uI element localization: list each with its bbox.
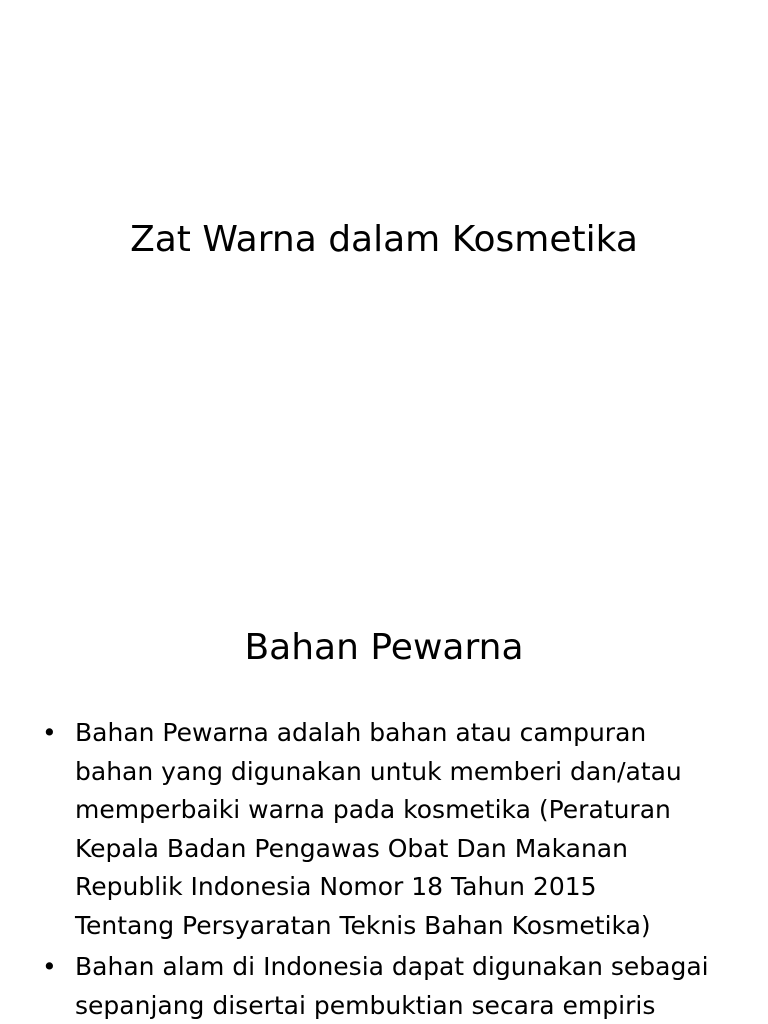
bullet-item [40, 714, 740, 945]
slide-heading: Bahan Pewarna [244, 627, 524, 668]
bullet-dot-icon: • [42, 718, 57, 747]
bullet-text-line: Kepala Badan Pengawas Obat Dan Makanan [75, 833, 628, 863]
bullet-text-line: sepanjang disertai pembuktian secara empiris [75, 990, 656, 1020]
bullet-text-line: Tentang Persyaratan Teknis Bahan Kosmetika) [75, 910, 651, 940]
bullet-text-line: bahan yang digunakan untuk memberi dan/atau [75, 756, 682, 786]
bullet-text-line: Bahan Pewarna adalah bahan atau campuran [75, 718, 647, 747]
bullet-text-line: Republik Indonesia Nomor 18 Tahun 2015 [75, 872, 597, 901]
bullet-dot-icon: • [42, 952, 57, 981]
bullet-text-line: memperbaiki warna pada kosmetika (Peraturan [75, 795, 671, 824]
slide-bahan-pewarna [0, 576, 768, 1024]
slide-title-heading: Zat Warna dalam Kosmetika [130, 219, 638, 260]
bullet-list [40, 714, 740, 1024]
bullet-item [40, 948, 740, 1024]
bullet-text-line: Bahan alam di Indonesia dapat digunakan sebagai [75, 952, 709, 981]
